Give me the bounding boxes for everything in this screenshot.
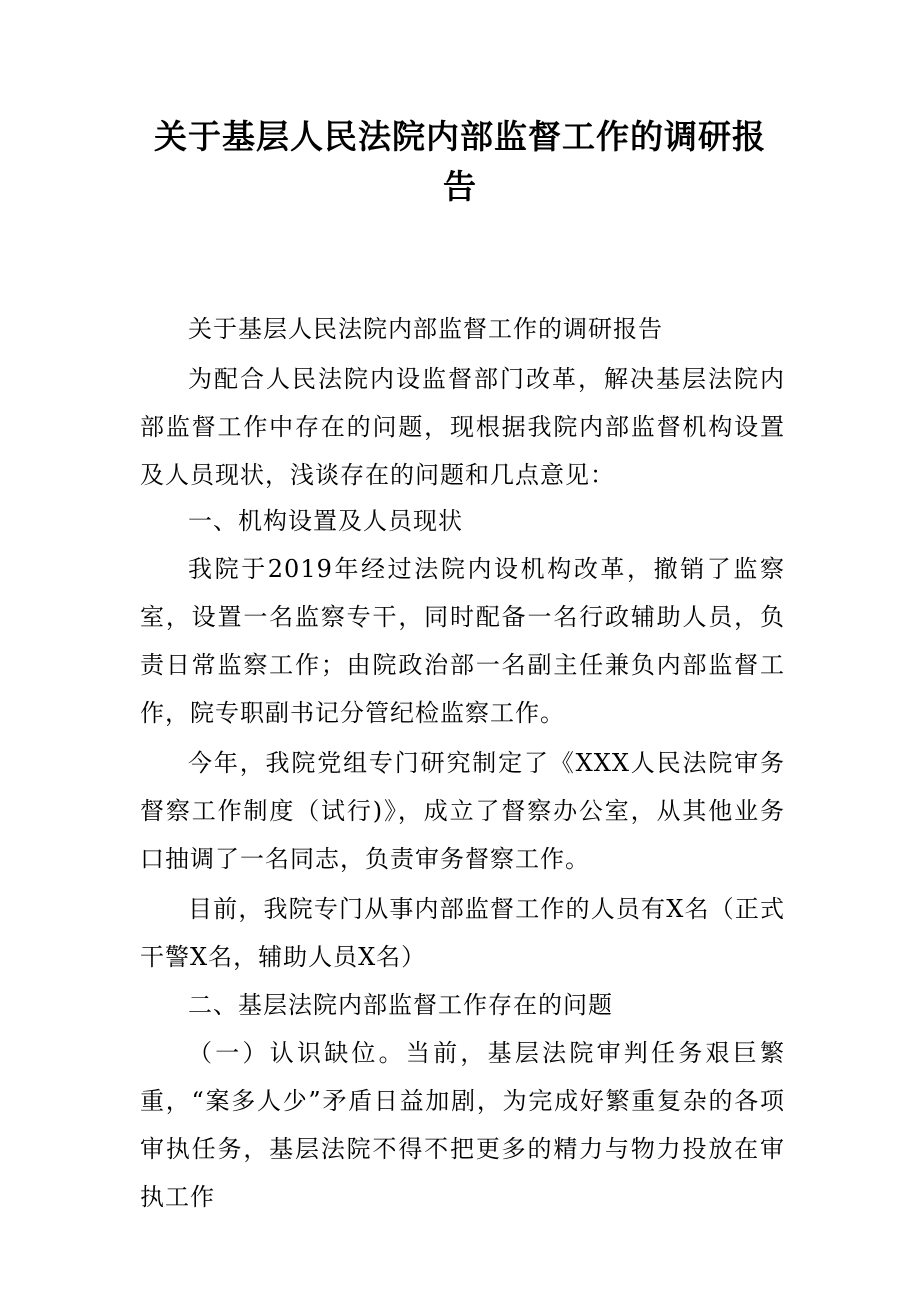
paragraph-structure: 我院于2019年经过法院内设机构改革，撤销了监察室，设置一名监察专干，同时配备一名行政辅助人员，负责日常监察工作；由院政治部一名副主任兼负内部监督工作，院专职副书记分管纪检监察工作。 [140, 555, 785, 727]
section-heading-1: 一、机构设置及人员现状 [188, 507, 463, 535]
paragraph-intro: 为配合人民法院内设监督部门改革，解决基层法院内部监督工作中存在的问题，现根据我院内部监督机构设置及人员现状，浅谈存在的问题和几点意见： [140, 365, 785, 489]
paragraph-subtitle: 关于基层人民法院内部监督工作的调研报告 [188, 315, 663, 343]
paragraph-this-year: 今年，我院党组专门研究制定了《XXX人民法院审务督察工作制度（试行)》，成立了督察办公室，从其他业务口抽调了一名同志，负责审务督察工作。 [140, 749, 785, 873]
paragraph-staff: 目前，我院专门从事内部监督工作的人员有X名（正式干警X名，辅助人员X名） [140, 895, 785, 971]
document-title: 关于基层人民法院内部监督工作的调研报告 [154, 117, 766, 206]
paragraph-problem-1: （一）认识缺位。当前，基层法院审判任务艰巨繁重，“案多人少”矛盾日益加剧，为完成好繁重复杂的各项审执任务，基层法院不得不把更多的精力与物力投放在审执工作 [140, 1039, 785, 1211]
section-heading-2: 二、基层法院内部监督工作存在的问题 [188, 991, 613, 1019]
